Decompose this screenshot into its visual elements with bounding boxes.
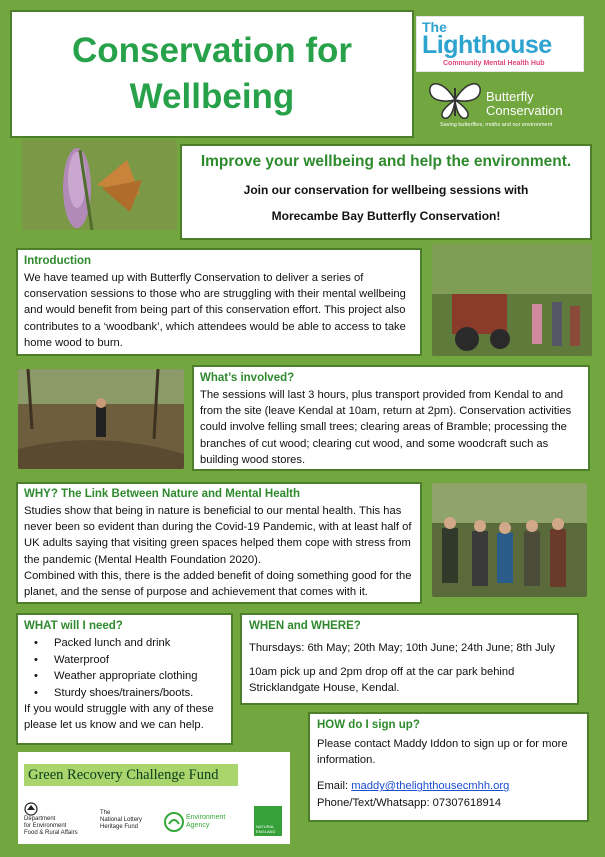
lighthouse-logo-subtitle: Community Mental Health Hub xyxy=(443,60,545,67)
tractor-group-photo xyxy=(432,244,592,356)
need-item: • Packed lunch and drink xyxy=(34,635,225,652)
email-line xyxy=(317,778,580,794)
lottery-heritage-logo-text: The National Lottery Heritage Fund xyxy=(100,810,143,830)
title-line-2: Wellbeing xyxy=(129,77,295,116)
lighthouse-logo-the: The xyxy=(422,19,447,35)
natural-england-logo-text: NATURAL ENGLAND xyxy=(256,824,276,834)
bc-logo-line-2: Conservation xyxy=(486,103,563,118)
sign-up-box xyxy=(310,714,587,820)
bc-logo-tagline: Saving butterflies, moths and our environment xyxy=(440,122,553,128)
phone-line: Phone/Text/Whatsapp: 07307618914 xyxy=(317,796,502,809)
whats-involved-text: The sessions will last 3 hours, plus transport provided from Kendal to and from the site (leave Kendal at 10am, return at 2pm). Conservation activities could involve felling small trees; clearing areas of Bramble; processing the branches of cut wood; clearing cut wood, and some woodcraft such as building wood stores. xyxy=(200,389,572,466)
lighthouse-logo-name: Lighthouse xyxy=(422,31,552,59)
when-where-box xyxy=(242,615,577,703)
introduction-title: Introduction xyxy=(24,255,92,267)
need-item: • Waterproof xyxy=(34,652,225,669)
when-dates: Thursdays: 6th May; 20th May; 10th June; 24th June; 8th July xyxy=(249,642,555,654)
why-text-2: Combined with this, there is the added benefit of doing something good for the planet, and the sense of purpose and achievement that comes with it. xyxy=(24,569,412,599)
defra-logo-text: Department for Environment Food & Rural Affairs xyxy=(24,816,78,836)
improve-line-1: Join our conservation for wellbeing sessions with xyxy=(243,183,529,197)
whats-involved-title: What’s involved? xyxy=(200,372,295,384)
bc-logo-text xyxy=(486,90,563,118)
what-need-box xyxy=(18,615,231,743)
need-footer: If you would struggle with any of these please let us know and we can help. xyxy=(24,703,214,732)
improve-line-2: Morecambe Bay Butterfly Conservation! xyxy=(271,209,501,223)
tractor-group-image xyxy=(432,244,592,356)
woodland-worker-image xyxy=(18,369,184,469)
green-recovery-fund-banner: Green Recovery Challenge Fund xyxy=(24,764,238,786)
environment-agency-icon xyxy=(164,812,184,832)
butterfly-orchid-image xyxy=(22,140,177,230)
butterfly-conservation-logo xyxy=(420,78,592,134)
why-title: WHY? The Link Between Nature and Mental Health xyxy=(24,488,301,500)
butterfly-icon xyxy=(424,78,486,122)
sign-up-title: HOW do I sign up? xyxy=(317,719,420,731)
why-text-1: Studies show that being in nature is beneficial to our mental health. This has never been so evident than during the Covid-19 Pandemic, with at least half of UK adults saying that visiting green spaces helped them cope with stress from the pandemic (Mental Health Foundation 2020). xyxy=(24,505,412,566)
need-item: • Weather appropriate clothing xyxy=(34,668,225,685)
bc-logo-line-1: Butterfly xyxy=(486,89,534,104)
when-pickup: 10am pick up and 2pm drop off at the car park behind Stricklandgate House, Kendal. xyxy=(249,666,515,695)
volunteer-group-image xyxy=(432,483,587,597)
why-box xyxy=(18,484,420,602)
funders-box xyxy=(18,752,290,844)
improve-heading: Improve your wellbeing and help the environment. xyxy=(200,153,572,170)
email-label: Email: xyxy=(317,780,352,793)
lighthouse-logo xyxy=(416,16,584,72)
title-box xyxy=(12,12,412,136)
sign-up-text: Please contact Maddy Iddon to sign up or for more information. xyxy=(317,738,568,767)
what-need-title: WHAT will I need? xyxy=(24,620,123,632)
title-line-1: Conservation for xyxy=(71,31,353,70)
improve-box xyxy=(182,146,590,238)
woodland-worker-photo xyxy=(18,369,184,469)
need-item: • Sturdy shoes/trainers/boots. xyxy=(34,685,225,702)
whats-involved-box xyxy=(194,367,588,469)
page-title xyxy=(72,28,352,120)
need-list xyxy=(24,635,225,701)
introduction-box xyxy=(18,250,420,354)
volunteer-group-photo xyxy=(432,483,587,597)
butterfly-orchid-photo xyxy=(22,140,177,230)
natural-england-logo xyxy=(254,806,282,836)
email-link[interactable]: maddy@thelighthousecmhh.org xyxy=(351,780,510,793)
introduction-text: We have teamed up with Butterfly Conservation to deliver a series of conservation sessions to those who are struggling with their mental wellbeing and would benefit from being part of this conservation effort. This project also contributes to a ‘woodbank’, which attendees would be able to access to take home wood to burn. xyxy=(24,272,406,349)
when-where-title: WHEN and WHERE? xyxy=(249,620,361,632)
environment-agency-logo-text: Environment Agency xyxy=(186,814,226,829)
uk-crest-icon xyxy=(24,802,38,816)
